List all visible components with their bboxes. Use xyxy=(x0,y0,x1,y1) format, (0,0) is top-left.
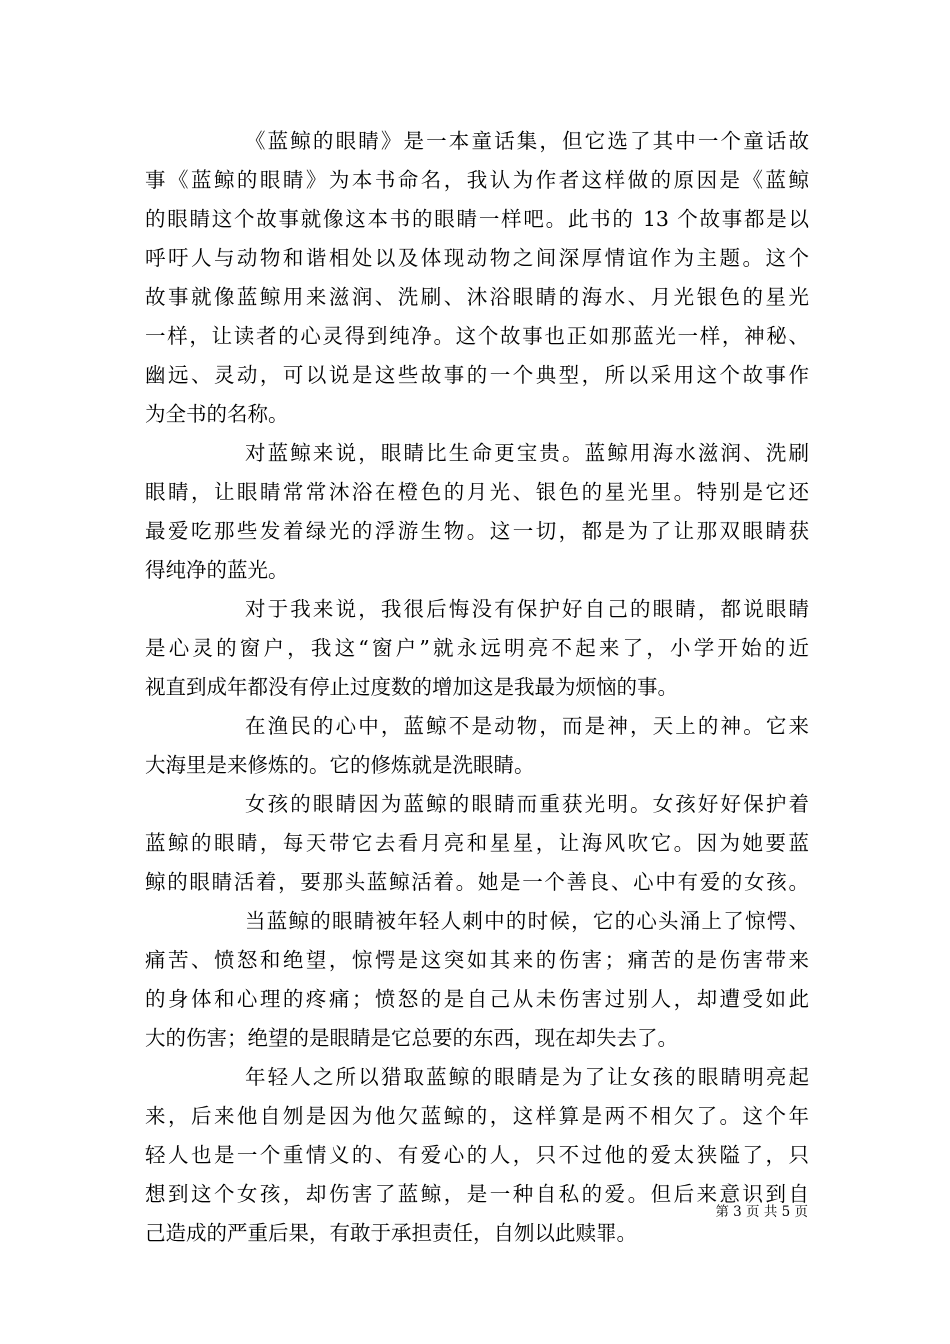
text-line: 年轻人之所以猎取蓝鲸的眼睛是为了让女孩的眼睛明亮起 xyxy=(245,1065,809,1089)
text-line: 故事就像蓝鲸用来滋润、洗刷、沐浴眼睛的海水、月光银色的星光 xyxy=(145,285,809,309)
text-line: 对蓝鲸来说，眼睛比生命更宝贵。蓝鲸用海水滋润、洗刷 xyxy=(245,441,809,465)
text-line: 的身体和心理的疼痛；愤怒的是自己从未伤害过别人，却遭受如此 xyxy=(145,987,809,1011)
paragraph-4 xyxy=(145,707,809,785)
text-line: 最爱吃那些发着绿光的浮游生物。这一切，都是为了让那双眼睛获 xyxy=(145,519,809,543)
text-line: 是心灵的窗户，我这“窗户”就永远明亮不起来了，小学开始的近 xyxy=(145,636,809,660)
text-line: 《蓝鲸的眼睛》是一本童话集，但它选了其中一个童话故 xyxy=(245,129,809,153)
text-line: 视直到成年都没有停止过度数的增加这是我最为烦恼的事。 xyxy=(145,675,678,699)
text-line: 为全书的名称。 xyxy=(145,402,289,426)
text-line: 对于我来说，我很后悔没有保护好自己的眼睛，都说眼睛 xyxy=(245,597,809,621)
text-line: 在渔民的心中，蓝鲸不是动物，而是神，天上的神。它来 xyxy=(245,714,809,738)
text-line: 想到这个女孩，却伤害了蓝鲸，是一种自私的爱。但后来意识到自 xyxy=(145,1182,809,1206)
text-line: 事《蓝鲸的眼睛》为本书命名，我认为作者这样做的原因是《蓝鲸 xyxy=(145,168,809,192)
text-line: 眼睛，让眼睛常常沐浴在橙色的月光、银色的星光里。特别是它还 xyxy=(145,480,809,504)
text-line: 轻人也是一个重情义的、有爱心的人，只不过他的爱太狭隘了，只 xyxy=(145,1143,809,1167)
text-line: 大海里是来修炼的。它的修炼就是洗眼睛。 xyxy=(145,753,535,777)
page-number: 第 3 页 共 5 页 xyxy=(715,1204,808,1220)
document-body xyxy=(145,122,809,1253)
paragraph-7 xyxy=(145,1058,809,1253)
text-line: 来，后来他自刎是因为他欠蓝鲸的，这样算是两不相欠了。这个年 xyxy=(145,1104,809,1128)
paragraph-2 xyxy=(145,434,809,590)
text-line: 一样，让读者的心灵得到纯净。这个故事也正如那蓝光一样，神秘、 xyxy=(145,324,809,348)
text-line: 呼吁人与动物和谐相处以及体现动物之间深厚情谊作为主题。这个 xyxy=(145,246,809,270)
text-line: 己造成的严重后果，有敢于承担责任，自刎以此赎罪。 xyxy=(145,1221,637,1245)
text-line: 当蓝鲸的眼睛被年轻人刺中的时候，它的心头涌上了惊愕、 xyxy=(245,909,809,933)
text-line: 大的伤害；绝望的是眼睛是它总要的东西，现在却失去了。 xyxy=(145,1026,678,1050)
paragraph-3 xyxy=(145,590,809,707)
paragraph-1 xyxy=(145,122,809,434)
text-line: 痛苦、愤怒和绝望，惊愕是这突如其来的伤害；痛苦的是伤害带来 xyxy=(145,948,809,972)
text-line: 女孩的眼睛因为蓝鲸的眼睛而重获光明。女孩好好保护着 xyxy=(245,792,809,816)
paragraph-6 xyxy=(145,902,809,1058)
text-line: 幽远、灵动，可以说是这些故事的一个典型，所以采用这个故事作 xyxy=(145,363,809,387)
text-line: 的眼睛这个故事就像这本书的眼睛一样吧。此书的 13 个故事都是以 xyxy=(145,207,809,231)
text-line: 鲸的眼睛活着，要那头蓝鲸活着。她是一个善良、心中有爱的女孩。 xyxy=(145,870,809,894)
paragraph-5 xyxy=(145,785,809,902)
text-line: 得纯净的蓝光。 xyxy=(145,558,289,582)
text-line: 蓝鲸的眼睛，每天带它去看月亮和星星，让海风吹它。因为她要蓝 xyxy=(145,831,809,855)
